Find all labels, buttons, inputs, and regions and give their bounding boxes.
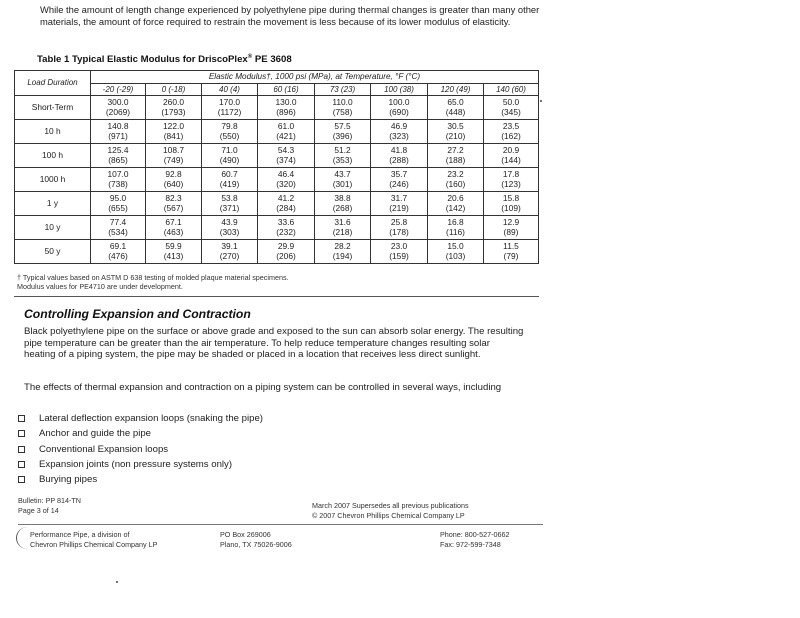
psi-value: 79.8 [221,121,238,131]
section-title: Controlling Expansion and Contraction [24,307,251,321]
psi-value: 20.9 [502,145,520,155]
psi-value: 23.0 [390,241,408,251]
temp-column-header: -20 (-29) [91,84,146,96]
modulus-cell [484,192,539,216]
mpa-value: (690) [389,106,409,117]
psi-value: 51.2 [334,145,351,155]
temp-column-header: 140 (60) [484,84,539,96]
company-line-1: Performance Pipe, a division of [30,530,130,539]
modulus-cell [146,240,202,264]
psi-value: 140.8 [107,121,129,131]
psi-value: 39.1 [221,241,238,251]
modulus-cell [371,120,428,144]
mpa-value: (288) [389,154,409,165]
list-item [18,442,263,457]
psi-value: 27.2 [447,145,464,155]
mpa-value: (841) [163,130,184,141]
psi-value: 33.6 [277,217,295,227]
psi-value: 11.5 [503,241,519,251]
mpa-value: (323) [389,130,409,141]
load-duration-cell: 1000 h [15,168,91,192]
mpa-value: (232) [276,226,296,237]
list-item [18,457,263,472]
mpa-value: (2069) [105,106,131,117]
psi-value: 110.0 [332,97,353,107]
modulus-cell [315,120,371,144]
company-line-2: Chevron Phillips Chemical Company LP [30,539,158,549]
modulus-cell [484,240,539,264]
modulus-cell [91,192,146,216]
modulus-cell [315,216,371,240]
modulus-cell [202,216,258,240]
temp-column-header: 60 (16) [258,84,315,96]
table-row [15,168,539,192]
table-caption-tail: PE 3608 [252,54,292,66]
mpa-value: (109) [501,202,521,213]
temp-column-header: 0 (-18) [146,84,202,96]
mpa-value: (210) [445,130,466,141]
modulus-cell [371,168,428,192]
list-item [18,426,263,441]
solar-heating-paragraph: Black polyethylene pipe on the surface or above grade and exposed to the sun can absorb solar energy. The resulting pipe temperature can be greater than the air temperature. To help reduce temperature changes resulting solar heating of a piping system, the pipe may be shaded or placed in a location that receives less direct sunlight. [24,326,524,361]
checkbox-bullet-icon [18,476,25,483]
modulus-cell [146,192,202,216]
mpa-value: (371) [219,202,240,213]
mpa-value: (303) [219,226,240,237]
elastic-modulus-group-header: Elastic Modulus†, 1000 psi (MPa), at Temperature, °F (°C) [91,71,539,84]
mpa-value: (89) [503,226,519,237]
modulus-cell [91,240,146,264]
mpa-value: (421) [276,130,296,141]
temp-column-header: 73 (23) [315,84,371,96]
modulus-cell [202,144,258,168]
psi-value: 15.8 [502,193,520,203]
mpa-value: (246) [389,178,409,189]
psi-value: 12.9 [502,217,520,227]
bulletin-number: Bulletin: PP 814-TN [18,496,81,505]
mpa-value: (345) [501,106,521,117]
load-duration-header: Load Duration [15,71,91,96]
mpa-value: (270) [219,250,240,261]
mpa-value: (640) [163,178,184,189]
modulus-cell [258,168,315,192]
footnote-astm: † Typical values based on ASTM D 638 testing of molded plaque material specimens. [17,273,289,282]
footer-company [18,530,218,549]
psi-value: 125.4 [107,145,129,155]
modulus-cell [315,144,371,168]
mpa-value: (396) [332,130,353,141]
scan-speck [540,100,542,102]
mpa-value: (413) [163,250,184,261]
mpa-value: (142) [445,202,466,213]
mpa-value: (219) [389,202,409,213]
load-duration-cell: 10 h [15,120,91,144]
load-duration-cell: Short-Term [15,96,91,120]
mpa-value: (534) [108,226,128,237]
checkbox-bullet-icon [18,415,25,422]
list-item-text: Expansion joints (non pressure systems only) [39,458,233,470]
psi-value: 50.0 [502,97,520,107]
footer-revision [312,501,542,520]
mpa-value: (353) [332,154,353,165]
modulus-cell [146,216,202,240]
table-row [15,96,539,120]
psi-value: 69.1 [109,241,127,251]
modulus-cell [315,192,371,216]
table-footnotes [17,273,537,291]
mpa-value: (865) [108,154,128,165]
psi-value: 260.0 [163,97,184,107]
modulus-cell [371,192,428,216]
modulus-cell [202,168,258,192]
modulus-cell [371,96,428,120]
psi-value: 130.0 [275,97,297,107]
psi-value: 300.0 [107,97,129,107]
modulus-cell [146,168,202,192]
psi-value: 17.8 [502,169,520,179]
psi-value: 92.8 [165,169,182,179]
psi-value: 107.0 [107,169,129,179]
temp-column-header: 40 (4) [202,84,258,96]
psi-value: 61.0 [277,121,295,131]
load-duration-cell: 1 y [15,192,91,216]
list-item [18,411,263,426]
psi-value: 41.2 [277,193,295,203]
mpa-value: (159) [389,250,409,261]
mpa-value: (188) [445,154,466,165]
temp-column-header: 100 (38) [371,84,428,96]
city: Plano, TX 75026-9006 [220,539,292,549]
psi-value: 170.0 [219,97,240,107]
elastic-modulus-table [14,70,539,264]
mpa-value: (758) [332,106,353,117]
checkbox-bullet-icon [18,461,25,468]
psi-value: 57.5 [334,121,351,131]
modulus-cell [371,216,428,240]
modulus-cell [315,168,371,192]
table-row [15,216,539,240]
mpa-value: (567) [163,202,184,213]
modulus-cell [428,216,484,240]
psi-value: 31.6 [334,217,351,227]
mpa-value: (116) [446,226,465,237]
modulus-cell [315,96,371,120]
modulus-cell [91,96,146,120]
mpa-value: (178) [389,226,409,237]
list-item-text: Burying pipes [39,474,98,486]
mpa-value: (268) [332,202,353,213]
psi-value: 43.7 [334,169,351,179]
modulus-cell [484,144,539,168]
thermal-control-paragraph: The effects of thermal expansion and contraction on a piping system can be controlled in several ways, including [24,382,502,393]
modulus-cell [91,144,146,168]
psi-value: 46.4 [277,169,295,179]
psi-value: 71.0 [221,145,238,155]
page-number: Page 3 of 14 [18,505,59,515]
modulus-cell [202,240,258,264]
table-body [15,96,539,264]
load-duration-cell: 100 h [15,144,91,168]
modulus-cell [91,168,146,192]
modulus-cell [371,240,428,264]
modulus-cell [428,168,484,192]
list-item-text: Lateral deflection expansion loops (snaking the pipe) [39,413,264,424]
footer-address [220,530,330,549]
fax: Fax: 972-599-7348 [440,539,501,549]
mpa-value: (206) [276,250,296,261]
po-box: PO Box 269006 [220,530,271,539]
modulus-cell [258,96,315,120]
psi-value: 29.9 [277,241,295,251]
modulus-cell [428,120,484,144]
registered-mark: ® [247,54,253,60]
modulus-cell [258,240,315,264]
mpa-value: (655) [108,202,128,213]
psi-value: 28.2 [334,241,351,251]
intro-paragraph: While the amount of length change experienced by polyethylene pipe during thermal changes is greater than many other materials, the amount of force required to restrain the movement is less because of its lower modulus of elasticity. [40,4,540,27]
mpa-value: (738) [108,178,128,189]
mpa-value: (160) [445,178,466,189]
mpa-value: (971) [108,130,128,141]
mpa-value: (194) [332,250,353,261]
psi-value: 82.3 [165,193,182,203]
table-row [15,144,539,168]
psi-value: 100.0 [388,97,410,107]
modulus-cell [428,96,484,120]
modulus-cell [428,240,484,264]
psi-value: 108.7 [163,145,184,155]
psi-value: 46.9 [390,121,408,131]
modulus-cell [484,120,539,144]
psi-value: 20.6 [447,193,464,203]
psi-value: 122.0 [163,121,184,131]
psi-value: 60.7 [221,169,238,179]
psi-value: 25.8 [390,217,408,227]
table-caption [37,54,292,65]
checkbox-bullet-icon [18,446,25,453]
mpa-value: (374) [276,154,296,165]
mpa-value: (419) [219,178,240,189]
mpa-value: (284) [276,202,296,213]
modulus-cell [258,216,315,240]
modulus-cell [315,240,371,264]
psi-value: 43.9 [221,217,238,227]
mpa-value: (749) [163,154,184,165]
mpa-value: (463) [163,226,184,237]
divider [18,524,543,525]
modulus-cell [428,144,484,168]
psi-value: 53.8 [221,193,238,203]
list-item-text: Anchor and guide the pipe [39,428,152,440]
checkbox-bullet-icon [18,430,25,437]
modulus-cell [258,192,315,216]
table-caption-text: Table 1 Typical Elastic Modulus for DriscoPlex [37,54,248,66]
psi-value: 41.8 [390,145,408,155]
mpa-value: (1793) [161,106,186,117]
mpa-value: (550) [219,130,240,141]
psi-value: 31.7 [390,193,408,203]
mpa-value: (1172) [217,106,242,117]
modulus-cell [202,192,258,216]
load-duration-cell: 50 y [15,240,91,264]
modulus-cell [202,96,258,120]
table-row [15,240,539,264]
modulus-cell [202,120,258,144]
mpa-value: (896) [276,106,296,117]
mpa-value: (103) [445,250,466,261]
modulus-cell [91,216,146,240]
temp-column-header: 120 (49) [428,84,484,96]
modulus-cell [484,168,539,192]
modulus-cell [258,144,315,168]
revision-note: March 2007 Supersedes all previous publications [312,501,469,510]
psi-value: 54.3 [277,145,295,155]
mpa-value: (162) [501,130,521,141]
psi-value: 15.0 [447,241,464,251]
psi-value: 35.7 [390,169,408,179]
psi-value: 67.1 [165,217,182,227]
mpa-value: (301) [332,178,353,189]
footer-bulletin [18,496,218,515]
footer-contact [440,530,550,549]
modulus-cell [146,144,202,168]
modulus-cell [484,216,539,240]
psi-value: 77.4 [109,217,127,227]
table-row [15,192,539,216]
psi-value: 16.8 [447,217,464,227]
list-item-text: Conventional Expansion loops [39,443,169,455]
mpa-value: (320) [276,178,296,189]
mpa-value: (218) [332,226,353,237]
mpa-value: (476) [108,250,128,261]
scan-speck [116,581,118,583]
modulus-cell [428,192,484,216]
mpa-value: (123) [501,178,521,189]
modulus-cell [484,96,539,120]
modulus-cell [91,120,146,144]
divider [14,296,539,297]
list-item [18,472,263,487]
copyright: © 2007 Chevron Phillips Chemical Company LP [312,510,465,520]
mpa-value: (490) [219,154,240,165]
psi-value: 95.0 [109,193,127,203]
modulus-cell [146,120,202,144]
modulus-cell [371,144,428,168]
mpa-value: (448) [445,106,466,117]
phone: Phone: 800-527-0662 [440,530,510,539]
mpa-value: (144) [501,154,521,165]
psi-value: 23.5 [502,121,520,131]
psi-value: 38.8 [334,193,351,203]
load-duration-cell: 10 y [15,216,91,240]
psi-value: 59.9 [165,241,182,251]
modulus-cell [146,96,202,120]
mpa-value: (79) [503,250,519,261]
psi-value: 65.0 [447,97,464,107]
psi-value: 30.5 [447,121,464,131]
table-row [15,120,539,144]
footnote-pe4710: Modulus values for PE4710 are under development. [17,282,183,291]
modulus-cell [258,120,315,144]
psi-value: 23.2 [447,169,464,179]
control-methods-list [18,411,263,487]
